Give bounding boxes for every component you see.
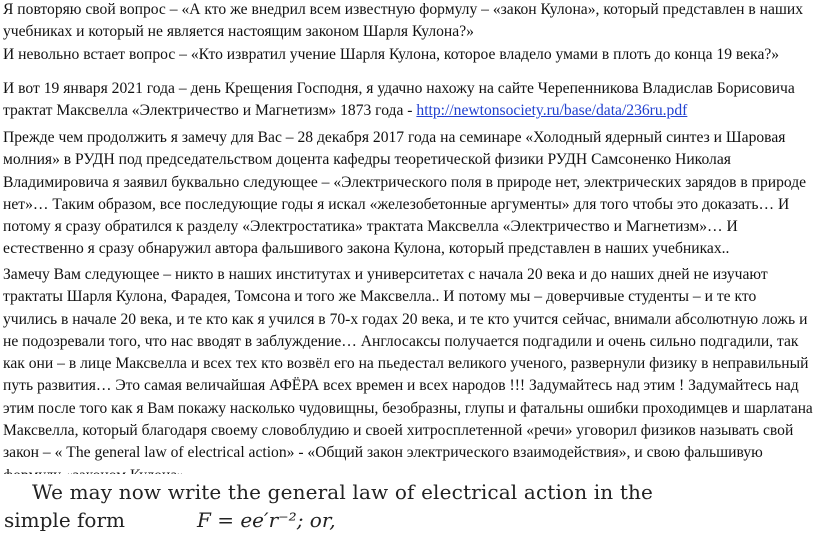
- text-line: естественно я сразу обнаружил автора фальшивого закона Кулона, который представлен в наших учебниках..: [3, 240, 730, 258]
- text-line: путь развития… Это самая величайшая АФЁРА всех времен и всех народов !!! Задумайтесь над этим ! Задумайтесь над: [3, 377, 799, 395]
- text-line: потому я сразу обратился к разделу «Электростатика» трактата Максвелла «Электричество и Магнетизм»… И: [3, 218, 738, 236]
- text-line: И вот 19 января 2021 года – день Крещения Господня, я удачно нахожу на сайте Черепенникова Владислав Борисовича: [3, 80, 795, 97]
- text-line: не подозревали того, что нас вводят в заблуждение… Англосаксы получается подгадили и очень сильно подгадили, так: [3, 332, 799, 350]
- text-line: учебниках и который не является настоящим законом Шарля Кулона?»: [3, 23, 474, 41]
- text-line: Максвелла, который благодаря своему словоблудию и своей хитросплетенной «речи» уговорил физиков называть свой: [3, 422, 794, 440]
- text-line-with-link: [3, 100, 795, 122]
- text-line: нет»… Таким образом, все последующие годы я искал «железобетонные аргументы» для того чтобы это доказать… И: [3, 195, 790, 213]
- link-prefix-text: трактат Максвелла «Электричество и Магнетизм» 1873 года -: [3, 102, 417, 120]
- scanned-excerpt: [0, 474, 654, 550]
- text-line: Владимировича я заявил буквально следующее – «Электрического поля в природе нет, электрических зарядов в природе: [3, 173, 807, 191]
- text-line: Я повторяю свой вопрос – «А кто же внедрил всем известную формулу – «закон Кулона», который представлен в наших: [3, 1, 804, 18]
- scan-formula: F = ee′r⁻²; or,: [197, 508, 336, 532]
- text-line: И невольно встает вопрос – «Кто извратил учение Шарля Кулона, которое владело умами в плоть до конца 19 века?»: [3, 46, 780, 63]
- text-line: учились в начале 20 века, и те кто как я учился в 70-х годах 20 века, и те кто учится сейчас, внимали абсолютную ложь и: [3, 310, 808, 328]
- text-line: закон – « The general law of electrical action» - «Общий закон электрического взаимодействия», и свою фальшивую: [3, 444, 763, 462]
- text-line: молния» в РУДН под председательством доцента кафедры теоретической физики РУДН Самсоненко Николая: [3, 151, 731, 169]
- text-line: Прежде чем продолжить я замечу для Вас – 28 декабря 2017 года на семинаре «Холодный ядерный синтез и Шаровая: [3, 129, 786, 146]
- scan-text-label: simple form: [4, 508, 125, 532]
- paragraph-seminar: [3, 127, 806, 261]
- scan-text-line: We may now write the general law of electrical action in the: [32, 480, 654, 504]
- paragraph-question: [3, 0, 803, 44]
- text-line: трактаты Шарля Кулона, Фарадея, Томсона и того же Максвелла.. И потому мы – доверчивые студенты – и те кто: [3, 288, 757, 306]
- text-line: Замечу Вам следующее – никто в наших институтах и университетах с начала 20 века и до наших дней не изучают: [3, 266, 768, 283]
- text-line: как они – в лице Максвелла и всех тех кто возвёл его на пьедестал великого ученого, развернули физику в неправильный: [3, 355, 809, 373]
- treatise-pdf-link[interactable]: http://newtonsociety.ru/base/data/236ru.pdf: [416, 102, 688, 120]
- paragraph-note: [3, 264, 816, 487]
- text-line: этим после того как я Вам покажу насколько чудовищны, безобразны, глупы и фатальны ошибки проходимцев и шарлатана: [3, 399, 813, 417]
- paragraph-discovery: [3, 78, 795, 123]
- paragraph-second-question: [3, 44, 779, 66]
